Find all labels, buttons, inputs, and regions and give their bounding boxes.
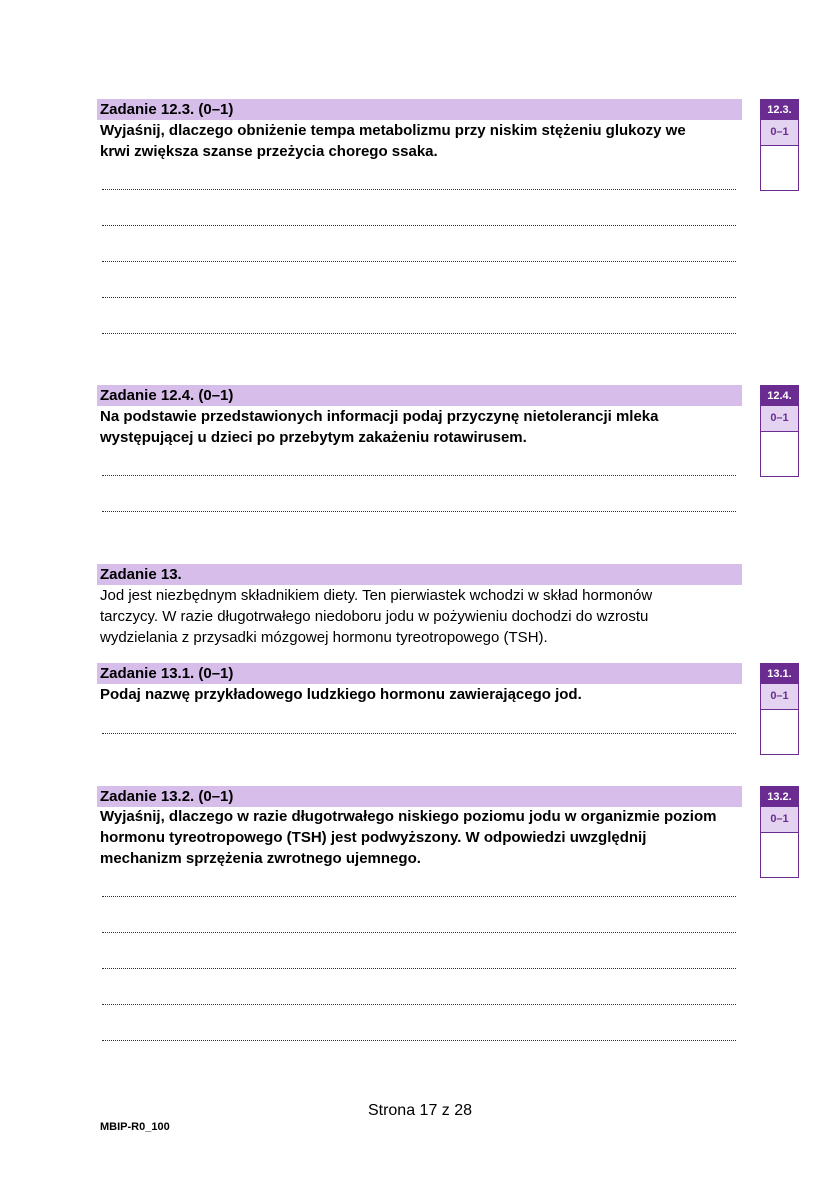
- answer-line[interactable]: [102, 511, 736, 512]
- task-13-intro: [100, 585, 745, 648]
- task-13-2-question: [100, 806, 745, 869]
- score-box-label: 13.2.: [761, 787, 798, 807]
- answer-line[interactable]: [102, 896, 736, 897]
- score-box-12-4: [760, 385, 799, 477]
- score-box-range: 0–1: [761, 406, 798, 432]
- task-13-header: Zadanie 13.: [97, 564, 742, 585]
- question-line: Wyjaśnij, dlaczego w razie długotrwałego niskiego poziomu jodu w organizmie poziom: [100, 808, 717, 825]
- answer-line[interactable]: [102, 968, 736, 969]
- score-box-label: 12.3.: [761, 100, 798, 120]
- score-box-13-2: [760, 786, 799, 878]
- score-entry-field[interactable]: [761, 432, 798, 476]
- score-box-range: 0–1: [761, 684, 798, 710]
- intro-line: tarczycy. W razie długotrwałego niedoboru jodu w pożywieniu dochodzi do wzrostu: [100, 608, 649, 625]
- question-line: Podaj nazwę przykładowego ludzkiego hormonu zawierającego jod.: [100, 686, 582, 703]
- answer-line[interactable]: [102, 297, 736, 298]
- answer-line[interactable]: [102, 333, 736, 334]
- answer-line[interactable]: [102, 225, 736, 226]
- intro-line: Jod jest niezbędnym składnikiem diety. Ten pierwiastek wchodzi w skład hormonów: [100, 587, 653, 604]
- answer-line[interactable]: [102, 932, 736, 933]
- task-12-3-question: [100, 120, 745, 162]
- score-box-12-3: [760, 99, 799, 191]
- question-line: występującej u dzieci po przebytym zakażeniu rotawirusem.: [100, 429, 527, 446]
- task-12-4-header: Zadanie 12.4. (0–1): [97, 385, 742, 406]
- question-line: krwi zwiększa szanse przeżycia chorego ssaka.: [100, 143, 438, 160]
- page-number: Strona 17 z 28: [367, 1102, 473, 1119]
- task-12-3-header: Zadanie 12.3. (0–1): [97, 99, 742, 120]
- score-entry-field[interactable]: [761, 710, 798, 754]
- score-box-label: 13.1.: [761, 664, 798, 684]
- answer-line[interactable]: [102, 475, 736, 476]
- answer-line[interactable]: [102, 1040, 736, 1041]
- score-box-label: 12.4.: [761, 386, 798, 406]
- score-box-13-1: [760, 663, 799, 755]
- task-13-1-question: [100, 684, 745, 705]
- task-12-4-question: [100, 406, 745, 448]
- score-box-range: 0–1: [761, 807, 798, 833]
- answer-line[interactable]: [102, 189, 736, 190]
- exam-code: MBIP-R0_100: [100, 1121, 170, 1133]
- answer-line[interactable]: [102, 261, 736, 262]
- question-line: Na podstawie przedstawionych informacji podaj przyczynę nietolerancji mleka: [100, 408, 659, 425]
- answer-line[interactable]: [102, 1004, 736, 1005]
- score-entry-field[interactable]: [761, 146, 798, 190]
- question-line: hormonu tyreotropowego (TSH) jest podwyższony. W odpowiedzi uwzględnij: [100, 829, 647, 846]
- answer-line[interactable]: [102, 733, 736, 734]
- score-entry-field[interactable]: [761, 833, 798, 877]
- task-13-2-header: Zadanie 13.2. (0–1): [97, 786, 742, 807]
- question-line: Wyjaśnij, dlaczego obniżenie tempa metabolizmu przy niskim stężeniu glukozy we: [100, 122, 686, 139]
- intro-line: wydzielania z przysadki mózgowej hormonu tyreotropowego (TSH).: [100, 629, 548, 646]
- score-box-range: 0–1: [761, 120, 798, 146]
- task-13-1-header: Zadanie 13.1. (0–1): [97, 663, 742, 684]
- question-line: mechanizm sprzężenia zwrotnego ujemnego.: [100, 850, 421, 867]
